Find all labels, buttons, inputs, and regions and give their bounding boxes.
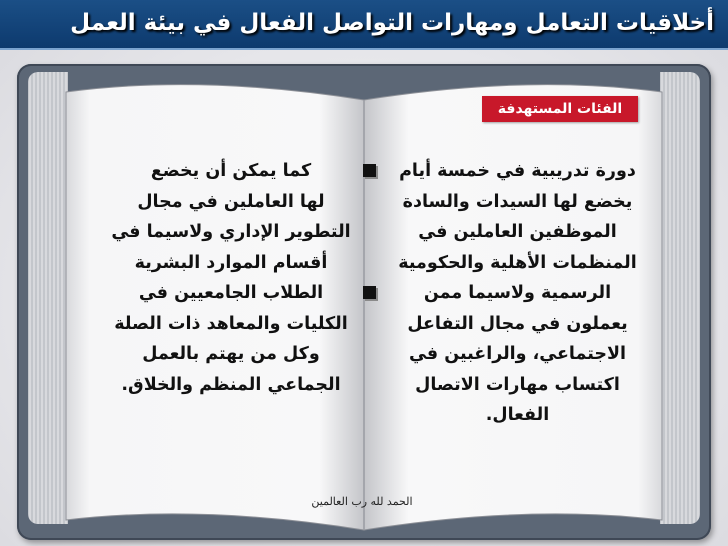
- text-line: وكل من يهتم بالعمل: [142, 344, 320, 364]
- text-line: [385, 156, 650, 187]
- text-line: الاجتماعي، والراغبين في: [408, 344, 627, 364]
- text-line: الرسمية ولاسيما ممن: [423, 283, 612, 303]
- line-text: دورة تدريبية في خمسة أيام: [399, 161, 636, 181]
- text-line: اكتساب مهارات الاتصال: [415, 374, 620, 395]
- text-line: التطوير الإداري ولاسيما في: [111, 222, 351, 242]
- text-line: لها العاملين في مجال: [137, 191, 325, 212]
- left-page-text: [76, 156, 386, 400]
- text-line: يعملون في مجال التفاعل: [407, 313, 628, 334]
- line-text: الطلاب الجامعيين في: [138, 283, 324, 303]
- right-page-text: [385, 156, 650, 431]
- text-line: الكليات والمعاهد ذات الصلة: [114, 313, 348, 334]
- footer-text: الحمد لله رب العالمين: [311, 495, 413, 508]
- text-line: الموظفين العاملين في: [418, 222, 617, 242]
- line-text: كما يمكن أن يخضع: [150, 161, 312, 181]
- slide-title: أخلاقيات التعامل ومهارات التواصل الفعال في بيئة العمل: [70, 10, 714, 36]
- text-line: المنظمات الأهلية والحكومية: [398, 252, 637, 273]
- text-line: أقسام الموارد البشرية: [134, 252, 328, 273]
- text-line: الجماعي المنظم والخلاق.: [121, 374, 341, 395]
- bullet-line: [76, 278, 386, 309]
- text-line: يخضع لها السيدات والسادة: [402, 191, 633, 212]
- bullet-line: [76, 156, 386, 187]
- text-line: الفعال.: [485, 405, 550, 425]
- target-audience-badge: الفئات المستهدفة: [482, 96, 638, 122]
- square-bullet-icon: [363, 286, 376, 299]
- square-bullet-icon: [363, 164, 376, 177]
